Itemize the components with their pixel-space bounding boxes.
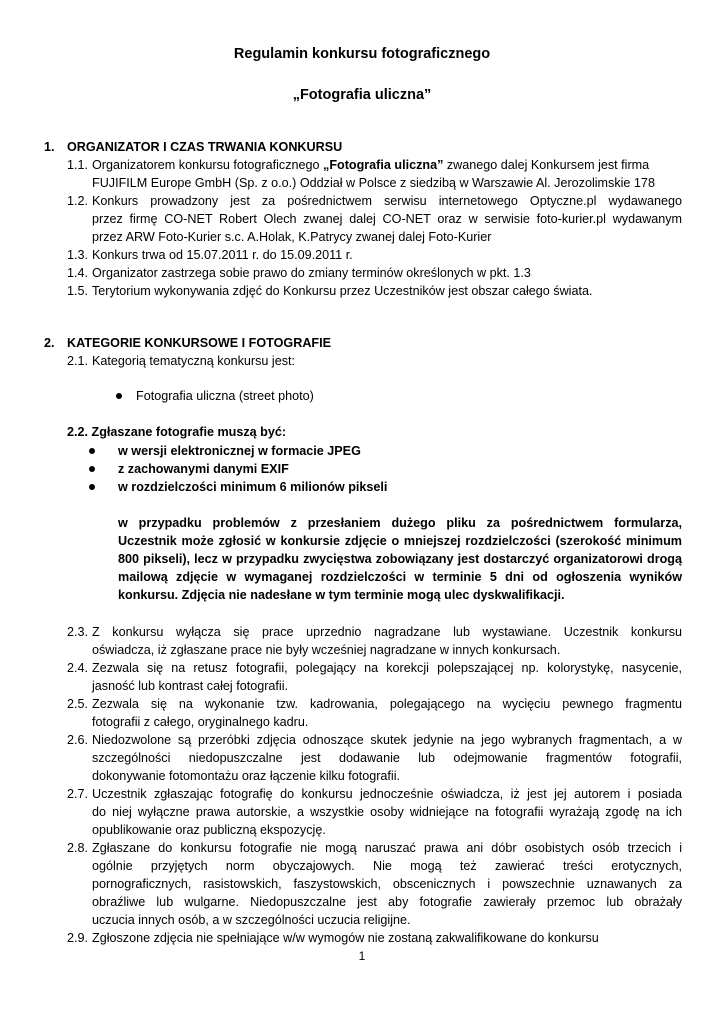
- item-2-1-number: 2.1.: [67, 354, 89, 368]
- item-2-5-line-2: fotografii z całego, oryginalnego kadru.: [92, 715, 309, 729]
- item-1-5-number: 1.5.: [67, 284, 89, 298]
- item-2-2-heading: 2.2. Zgłaszane fotografie muszą być:: [67, 425, 287, 439]
- item-1-2-number: 1.2.: [67, 194, 89, 208]
- item-2-7-number: 2.7.: [67, 787, 89, 801]
- item-2-9-line-1: Zgłoszone zdjęcia nie spełniające w/w wymogów nie zostaną zakwalifikowane do konkursu: [92, 931, 599, 945]
- category-item: Fotografia uliczna (street photo): [136, 389, 314, 403]
- requirement-jpeg: w wersji elektronicznej w formacie JPEG: [118, 444, 361, 458]
- item-2-6-line-3: dokonywanie fotomontażu oraz łączenie kilku fotografii.: [92, 769, 401, 783]
- item-2-7-line-1: Uczestnik zgłaszając fotografię do konkursu jednocześnie oświadcza, iż jest jej autorem i posiada: [92, 787, 682, 801]
- item-2-3-line-2: oświadcza, iż zgłaszane prace nie były wcześniej nagradzane w innych konkursach.: [92, 643, 561, 657]
- item-1-1-line-1: Organizatorem konkursu fotograficznego „Fotografia uliczna” zwanego dalej Konkursem jest firma: [92, 158, 650, 172]
- item-2-8-line-4: obraźliwe lub wulgarne. Niedopuszczalne jest aby fotografie zawierały przemoc lub obrażały: [92, 895, 682, 909]
- resolution-note-line-2: Uczestnik może zgłosić w konkursie zdjęcie o mniejszej rozdzielczości (szerokość minimum: [118, 534, 682, 548]
- requirement-exif: z zachowanymi danymi EXIF: [118, 462, 289, 476]
- bullet-icon: [89, 448, 95, 454]
- item-2-3-line-1: Z konkursu wyłącza się prace uprzednio nagradzane lub wystawiane. Uczestnik konkursu: [92, 625, 682, 639]
- item-2-4-number: 2.4.: [67, 661, 89, 675]
- item-2-7-line-2: do niej wyłączne prawa autorskie, a wszystkie osoby widniejące na fotografii wyrażają zgodę na ich: [92, 805, 682, 819]
- item-2-8-line-3: pornograficznych, rasistowskich, faszystowskich, obscenicznych i powszechnie uznawanych za: [92, 877, 682, 891]
- bullet-icon: [89, 466, 95, 472]
- item-1-1-number: 1.1.: [67, 158, 89, 172]
- bullet-icon: [116, 393, 122, 399]
- item-1-3-number: 1.3.: [67, 248, 89, 262]
- section-2-number: 2.: [44, 336, 55, 350]
- item-2-6-number: 2.6.: [67, 733, 89, 747]
- section-1-number: 1.: [44, 140, 55, 154]
- item-2-5-line-1: Zezwala się na wykonanie tzw. kadrowania, polegającego na wycięciu pewnego fragmentu: [92, 697, 682, 711]
- item-2-6-line-2: szczególności niedopuszczalne jest dodawanie lub odejmowanie fragmentów fotografii,: [92, 751, 682, 765]
- item-2-3-number: 2.3.: [67, 625, 89, 639]
- bullet-icon: [89, 484, 95, 490]
- resolution-note-line-3: 800 pikseli), lecz w przypadku zwycięstwa zobowiązany jest dostarczyć organizatorowi drogą: [118, 552, 682, 566]
- item-1-4-number: 1.4.: [67, 266, 89, 280]
- item-2-8-line-1: Zgłaszane do konkursu fotografie nie mogą naruszać prawa ani dóbr osobistych osób trzecich i: [92, 841, 682, 855]
- item-1-1-line-2: FUJIFILM Europe GmbH (Sp. z o.o.) Oddział w Polsce z siedzibą w Warszawie Al. Jerozolimskie 178: [92, 176, 655, 190]
- item-1-5-line-1: Terytorium wykonywania zdjęć do Konkursu przez Uczestników jest obszar całego świata.: [92, 284, 593, 298]
- item-1-2-line-3: przez ARW Foto-Kurier s.c. A.Holak, K.Patrycy zwanej dalej Foto-Kurier: [92, 230, 492, 244]
- resolution-note-line-1: w przypadku problemów z przesłaniem dużego pliku za pośrednictwem formularza,: [118, 516, 682, 530]
- item-1-3-line-1: Konkurs trwa od 15.07.2011 r. do 15.09.2011 r.: [92, 248, 353, 262]
- resolution-note-line-5: konkursu. Zdjęcia nie nadesłane w tym terminie mogą ulec dyskwalifikacji.: [118, 588, 565, 602]
- item-2-4-line-1: Zezwala się na retusz fotografii, polegający na korekcji polepszającej np. kolorystykę, nasycenie,: [92, 661, 682, 675]
- requirement-resolution: w rozdzielczości minimum 6 milionów pikseli: [118, 480, 388, 494]
- item-2-8-line-2: ogólnie przyjętych norm obyczajowych. Nie mogą też zawierać treści erotycznych,: [92, 859, 682, 873]
- item-2-1-line-1: Kategorią tematyczną konkursu jest:: [92, 354, 296, 368]
- item-1-2-line-2: przez firmę CO-NET Robert Olech zwanej dalej CO-NET oraz w serwisie foto-kurier.pl wydawanym: [92, 212, 682, 226]
- section-1-heading: ORGANIZATOR I CZAS TRWANIA KONKURSU: [67, 140, 343, 154]
- item-2-9-number: 2.9.: [67, 931, 89, 945]
- item-2-8-line-5: uczucia innych osób, a w szczególności uczucia religijne.: [92, 913, 411, 927]
- item-2-8-number: 2.8.: [67, 841, 89, 855]
- item-1-2-line-1: Konkurs prowadzony jest za pośrednictwem serwisu internetowego Optyczne.pl wydawanego: [92, 194, 682, 208]
- item-2-5-number: 2.5.: [67, 697, 89, 711]
- item-2-4-line-2: jasność lub kontrast całej fotografii.: [92, 679, 289, 693]
- section-2-heading: KATEGORIE KONKURSOWE I FOTOGRAFIE: [67, 336, 332, 350]
- resolution-note-line-4: mailową zdjęcie w wymaganej rozdzielczości w terminie 5 dni od ogłoszenia wyników: [118, 570, 682, 584]
- document-subtitle: „Fotografia uliczna”: [292, 87, 432, 103]
- item-2-7-line-3: opublikowanie oraz publiczną ekspozycję.: [92, 823, 326, 837]
- item-2-6-line-1: Niedozwolone są przeróbki zdjęcia odnoszące skutek jedynie na jego wybranych fragmentach, a w: [92, 733, 682, 747]
- page-number: 1: [358, 949, 366, 963]
- item-1-4-line-1: Organizator zastrzega sobie prawo do zmiany terminów określonych w pkt. 1.3: [92, 266, 531, 280]
- document-title: Regulamin konkursu fotograficznego: [233, 46, 491, 62]
